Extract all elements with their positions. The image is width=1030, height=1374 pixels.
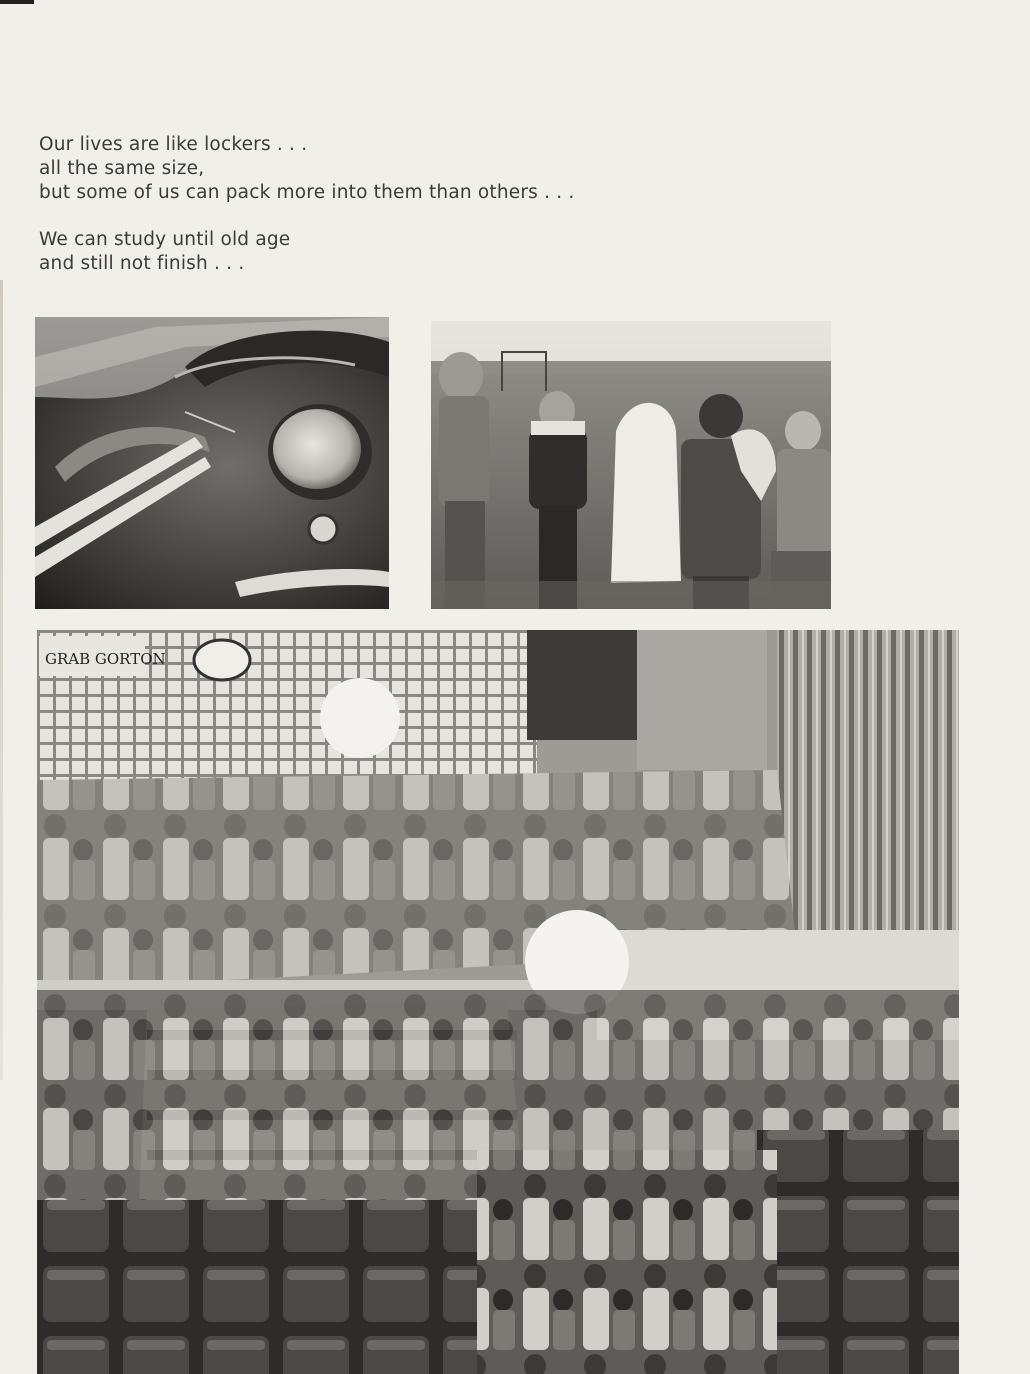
outdoors-photo-image: [431, 321, 831, 609]
auditorium-photo-image: [37, 630, 959, 1374]
poem-line: We can study until old age: [39, 229, 291, 250]
poem-text-block: [39, 133, 739, 299]
auditorium-crowd-photo: [37, 630, 959, 1374]
students-outdoors-photo: [431, 321, 831, 609]
car-photo-image: [35, 317, 389, 609]
poem-line: but some of us can pack more into them than others . . .: [39, 182, 575, 203]
poem-line: and still not finish . . .: [39, 253, 245, 274]
page-gutter-shadow: [0, 280, 3, 1080]
stage-sign-text: GRAB GORTON: [45, 650, 166, 668]
page-corner-mark: [0, 0, 34, 4]
car-headlight-photo: [35, 317, 389, 609]
poem-line: all the same size,: [39, 158, 205, 179]
poem-stanza-2: [39, 228, 739, 276]
poem-line: Our lives are like lockers . . .: [39, 134, 308, 155]
poem-stanza-1: [39, 133, 739, 205]
